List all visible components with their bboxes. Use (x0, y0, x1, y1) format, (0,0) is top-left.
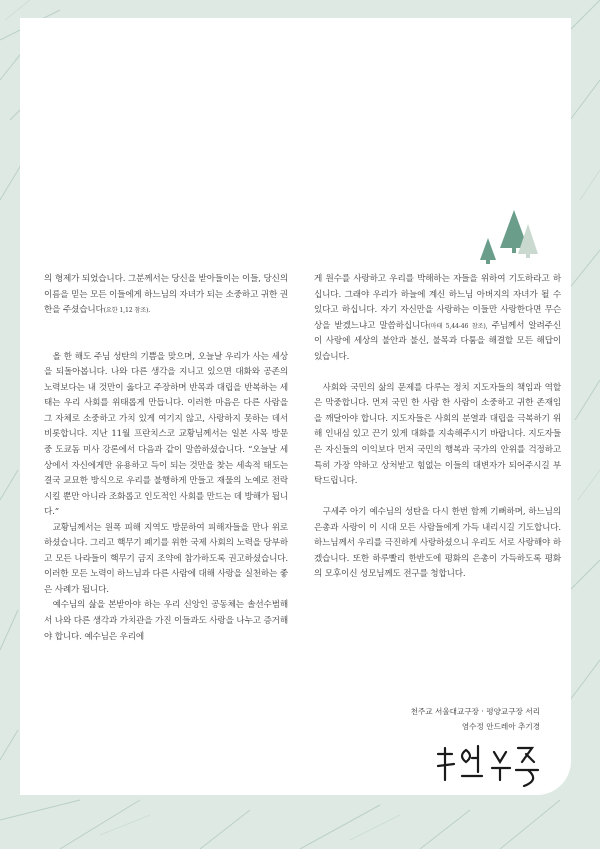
signer-name: 염수정 안드레아 추기경 (461, 722, 540, 731)
paragraph: 의 형제가 되었습니다. 그분께서는 당신을 받아들이는 이들, 당신의 이름을 믿는 모든 이들에게 하느님의 자녀가 되는 소중하고 귀한 권한을 주셨습니다(요한 1,12 참조). (44, 274, 288, 316)
signer-title: 천주교 서울대교구장 · 평양교구장 서리 (410, 707, 540, 716)
paragraph: 게 원수를 사랑하고 우리를 박해하는 자들을 위하여 기도하라고 하십니다. 그래야 우리가 하늘에 계신 하느님 아버지의 자녀가 될 수 있다고 하십니다. 자기 자신만을 사랑하는 이들만 사랑한다면 무슨 상을 받겠느냐고 말씀하십니다(마태 5,44-46 참조), 주님께서 알려주신 이 사랑에 세상의 불안과 불신, 불목과 다툼을 해결할 모든 해답이 있습니다. (314, 274, 561, 362)
letter-left-column (44, 272, 288, 645)
handwritten-signature (432, 740, 552, 790)
letter-right-column (314, 272, 561, 583)
bible-reference: (마태 5,44-46 참조), (428, 322, 488, 330)
pine-trees-icon (478, 208, 548, 270)
paragraph: 예수님의 삶을 본받아야 하는 우리 신앙인 공동체는 솔선수범해서 나와 다른 생각과 가치관을 가진 이들과도 사랑을 나누고 증거해야 합니다. 예수님은 우리에 (44, 600, 288, 642)
paragraph: 사회와 국민의 삶의 문제를 다루는 정치 지도자들의 책임과 역할은 막중합니다. 먼저 국민 한 사람 한 사람이 소중하고 귀한 존재임을 깨달아야 합니다. 지도자들은 사회의 분열과 대립을 극복하기 위해 인내심 있고 끈기 있게 대화를 지속해주시기 바랍니다. 지도자들은 자신들의 이익보다 먼저 국민의 행복과 국가의 안위를 걱정하고 특히 가장 약하고 상처받고 힘없는 이들의 대변자가 되어주시길 부탁드립니다. (314, 382, 561, 487)
paragraph: 구세주 아기 예수님의 성탄을 다시 한번 함께 기뻐하며, 하느님의 은총과 사랑이 이 시대 모든 사람들에게 가득 내리시길 기도합니다. 하느님께서 우리를 극진하게 사랑하셨으니 우리도 서로 사랑해야 하겠습니다. 또한 하루빨리 한반도에 평화의 은총이 가득하도록 평화의 모후이신 성모님께도 전구를 청합니다. (314, 507, 561, 580)
signature-block (360, 704, 540, 734)
paragraph: 올 한 해도 주님 성탄의 기쁨을 맞으며, 오늘날 우리가 사는 세상을 되돌아봅니다. 나와 다른 생각을 지니고 있으면 대화와 공존의 노력보다는 내 것만이 옳다고 주장하며 반목과 대립을 반복하는 세태는 우리 사회를 위태롭게 만듭니다. 이러한 마음은 다른 사람을 그 자체로 소중하고 가치 있게 여기지 않고, 사랑하지 못하는 데서 비롯합니다. 지난 11월 프란치스코 교황님께서는 일본 사목 방문 중 도쿄돔 미사 강론에서 다음과 같이 말씀하셨습니다. “오늘날 세상에서 자신에게만 유용하고 득이 되는 것만을 찾는 세속적 태도는 결국 교묘한 방식으로 우리를 불행하게 만들고 재물의 노예로 전락시킬 뿐만 아니라 조화롭고 인도적인 사회를 만드는 데 방해가 됩니다.” (44, 351, 288, 518)
paragraph: 교황님께서는 원폭 피해 지역도 방문하여 피해자들을 만나 위로하셨습니다. 그리고 핵무기 폐기를 위한 국제 사회의 노력을 당부하고 모든 나라들이 핵무기 금지 조약에 참가하도록 권고하셨습니다. 이러한 모든 노력이 하느님과 다른 사람에 대해 사랑을 실천하는 좋은 사례가 됩니다. (44, 522, 288, 595)
bible-reference: (요한 1,12 참조). (103, 307, 151, 315)
